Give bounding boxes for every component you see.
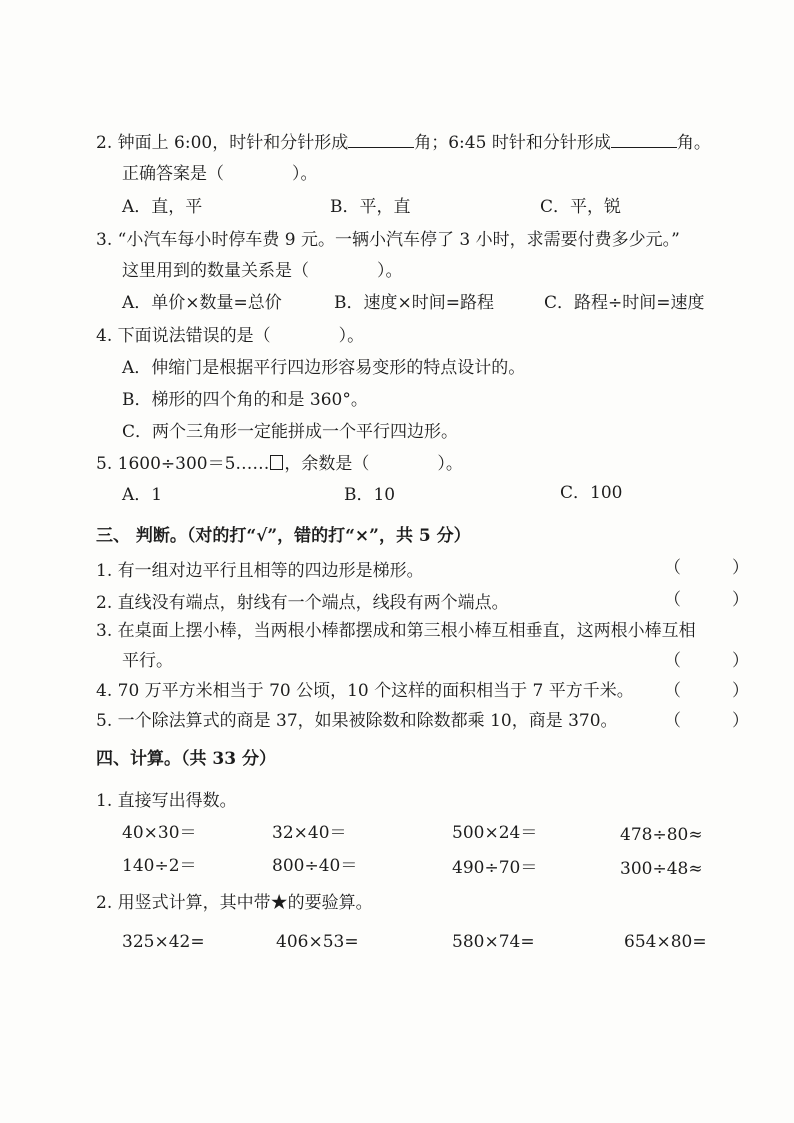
vertical-calc: 406×53= [276,932,359,952]
oral-calc: 140÷2＝ [122,856,197,876]
section-4-heading: 四、计算。（共 33 分） [96,749,276,769]
oral-calc: 490÷70＝ [452,858,538,878]
option-a: A．单价×数量=总价 [122,293,282,313]
answer-parentheses[interactable]: （ ） [664,681,749,701]
answer-blank[interactable] [348,133,414,148]
option-b: B．平，直 [330,197,411,217]
oral-calc: 32×40＝ [272,823,347,843]
option-b: B．速度×时间=路程 [334,293,494,313]
oral-calc: 800÷40＝ [272,856,358,876]
option-a: A．伸缩门是根据平行四边形容易变形的特点设计的。 [122,358,526,378]
judge-item-5 [96,710,618,732]
mc-question-3 [96,229,680,251]
mc-question-2 [96,132,711,154]
judge-item-1 [96,560,424,582]
item-text: 有一组对边平行且相等的四边形是梯形。 [117,561,424,581]
question-text: ，余数是（ ）。 [284,454,463,474]
section-3-heading: 三、 判断。（对的打“√”，错的打“×”，共 5 分） [96,526,471,546]
oral-calc: 40×30＝ [122,823,197,843]
question-text: 角。 [676,133,711,153]
option-b: B．10 [344,485,396,505]
vertical-calc: 580×74= [452,932,535,952]
item-text: 一个除法算式的商是 37，如果被除数和除数都乘 10，商是 370。 [117,711,618,731]
vertical-calc: 325×42= [122,932,205,952]
item-number: 2. [96,593,113,613]
answer-parentheses[interactable]: （ ） [664,711,749,731]
judge-item-4 [96,680,634,702]
mc-question-5 [96,453,463,475]
option-a: A．直，平 [122,197,203,217]
item-text: 用竖式计算，其中带★的要验算。 [117,893,373,913]
option-c: C．100 [560,483,623,503]
item-number: 1. [96,791,113,811]
oral-calc: 478÷80≈ [620,825,703,845]
oral-calc: 500×24＝ [452,823,538,843]
calc-part-2 [96,892,373,914]
question-number: 2. [96,133,113,153]
question-text: 角；6:45 时针和分针形成 [414,133,611,153]
item-number: 5. [96,711,113,731]
judge-item-2 [96,592,509,614]
oral-calc: 300÷48≈ [620,859,703,879]
item-number: 2. [96,893,113,913]
question-text: “小汽车每小时停车费 9 元。一辆小汽车停了 3 小时，求需要付费多少元。” [117,230,680,250]
question-prompt: 这里用到的数量关系是（ ）。 [122,261,403,281]
option-c: C．路程÷时间=速度 [544,293,705,313]
question-text: 1600÷300＝5…… [117,454,270,474]
item-number: 1. [96,561,113,581]
question-prompt: 正确答案是（ ）。 [122,164,318,184]
question-text: 下面说法错误的是（ ）。 [117,326,365,346]
item-number: 4. [96,681,113,701]
item-continuation: 平行。 [122,651,173,671]
item-text: 直接写出得数。 [117,791,237,811]
question-number: 5. [96,454,113,474]
answer-parentheses[interactable]: （ ） [664,651,749,671]
answer-parentheses[interactable]: （ ） [664,590,749,610]
calc-part-1 [96,790,237,812]
option-b: B．梯形的四个角的和是 360°。 [122,390,368,410]
option-c: C．两个三角形一定能拼成一个平行四边形。 [122,422,459,442]
remainder-box [270,455,283,470]
vertical-calc: 654×80= [624,932,707,952]
answer-blank[interactable] [611,133,677,148]
judge-item-3 [96,620,696,642]
item-text: 70 万平方米相当于 70 公顷，10 个这样的面积相当于 7 平方千米。 [117,681,634,701]
item-text: 直线没有端点，射线有一个端点，线段有两个端点。 [117,593,509,613]
item-number: 3. [96,621,113,641]
item-text: 在桌面上摆小棒，当两根小棒都摆成和第三根小棒互相垂直，这两根小棒互相 [117,621,696,641]
option-a: A．1 [122,485,163,505]
question-number: 4. [96,326,113,346]
mc-question-4 [96,325,364,347]
question-text: 钟面上 6:00，时针和分针形成 [117,133,349,153]
option-c: C．平，锐 [540,197,622,217]
question-number: 3. [96,230,113,250]
answer-parentheses[interactable]: （ ） [664,558,749,578]
